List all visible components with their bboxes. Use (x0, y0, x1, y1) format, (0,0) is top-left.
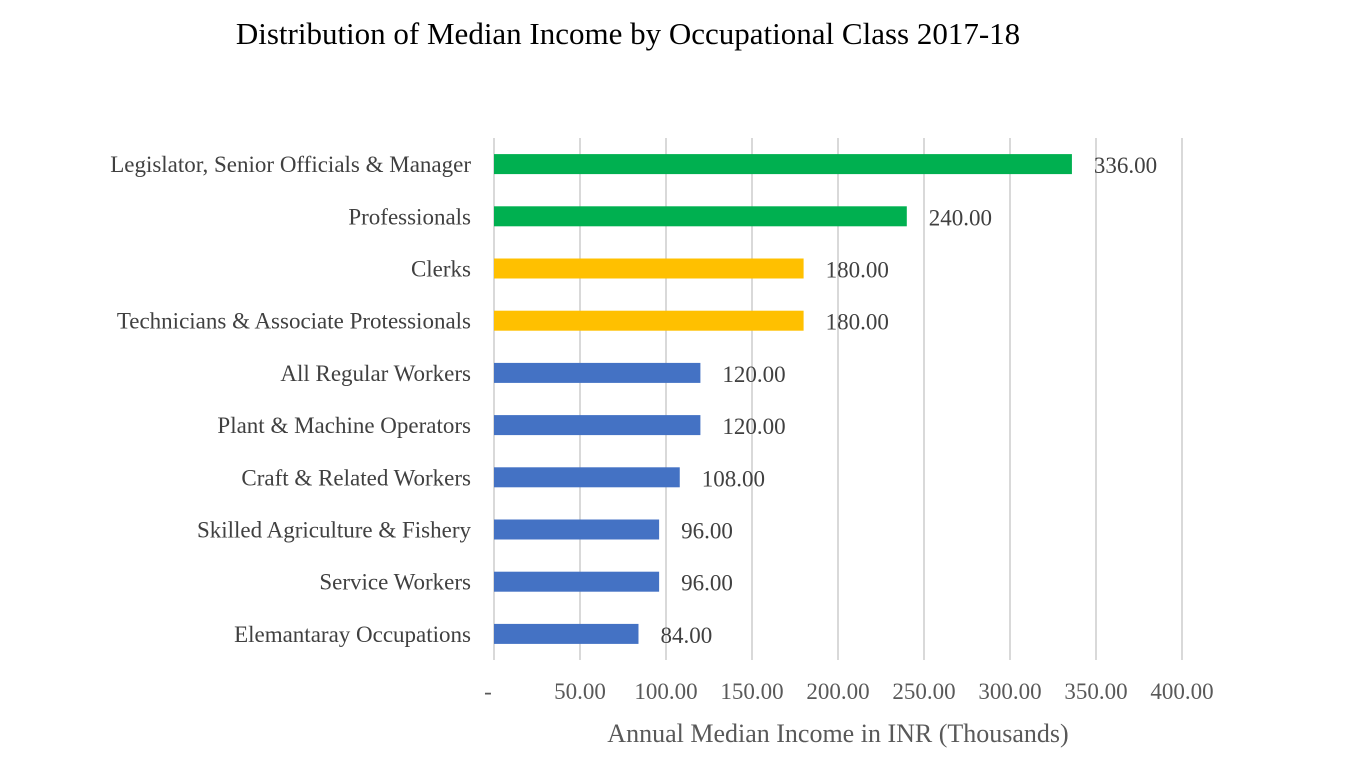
category-label: Craft & Related Workers (241, 465, 471, 491)
category-label: Professionals (348, 204, 471, 230)
data-label: 120.00 (722, 361, 786, 387)
x-axis-ticks (484, 679, 1213, 704)
bar (494, 572, 659, 592)
data-label: 96.00 (681, 518, 733, 544)
x-tick-label: 100.00 (634, 679, 698, 704)
bar (494, 206, 907, 226)
bar (494, 363, 700, 383)
x-tick-label: 50.00 (554, 679, 606, 704)
category-label: Elemantaray Occupations (234, 621, 471, 647)
data-label: 108.00 (701, 466, 766, 492)
data-label: 336.00 (1093, 153, 1158, 179)
bar (494, 311, 804, 331)
x-tick-label: 300.00 (978, 679, 1042, 704)
bar (494, 154, 1072, 174)
x-tick-label: 250.00 (892, 679, 956, 704)
data-label: 84.00 (660, 622, 713, 648)
bar (494, 520, 659, 540)
category-label: All Regular Workers (280, 360, 471, 386)
category-labels (110, 152, 471, 647)
data-label: 240.00 (928, 205, 993, 231)
category-label: Legislator, Senior Officials & Manager (110, 152, 471, 178)
x-tick-label: 400.00 (1150, 679, 1214, 704)
bar (494, 467, 680, 487)
category-label: Service Workers (319, 569, 471, 595)
data-label: 180.00 (825, 309, 889, 335)
data-label: 96.00 (681, 570, 733, 596)
category-label: Plant & Machine Operators (217, 413, 471, 439)
x-tick-label: 150.00 (720, 679, 784, 704)
x-tick-label: 350.00 (1064, 679, 1128, 704)
data-labels (660, 153, 1157, 648)
bar (494, 415, 700, 435)
x-tick-label: 200.00 (806, 679, 870, 704)
chart-title: Distribution of Median Income by Occupational Class 2017-18 (235, 16, 1021, 51)
x-axis-title: Annual Median Income in INR (Thousands) (607, 719, 1069, 748)
category-label: Skilled Agriculture & Fishery (196, 517, 471, 543)
category-label: Technicians & Associate Protessionals (116, 308, 471, 334)
bar (494, 624, 638, 644)
data-label: 180.00 (825, 257, 889, 283)
x-tick-label: - (484, 679, 492, 704)
data-label: 120.00 (722, 414, 786, 440)
bar (494, 259, 804, 279)
category-label: Clerks (410, 256, 471, 282)
